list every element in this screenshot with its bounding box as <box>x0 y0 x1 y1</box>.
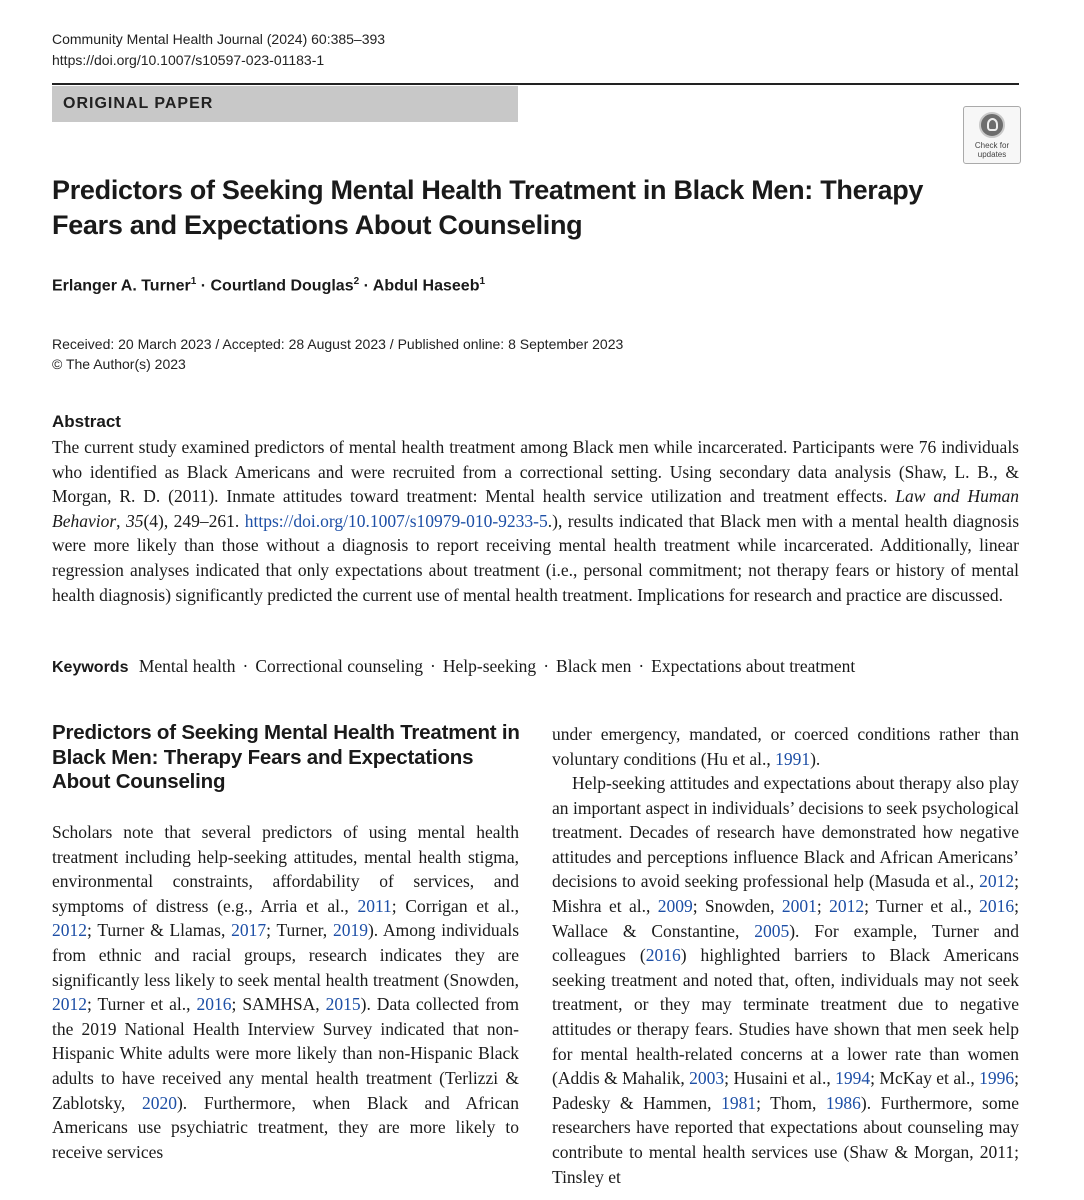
abstract-doi-link[interactable]: https://doi.org/10.1007/s10979-010-9233-5 <box>244 510 548 531</box>
citation-year-link[interactable]: 2012 <box>979 871 1015 892</box>
citation-year-link[interactable]: 1991 <box>775 748 811 769</box>
copyright-notice: © The Author(s) 2023 <box>52 356 186 372</box>
check-updates-line1: Check for <box>974 141 1010 150</box>
citation-year-link[interactable]: 2019 <box>332 920 368 941</box>
citation-year-link[interactable]: 2012 <box>52 920 87 941</box>
abstract-journal-name: Law and Human Behavior <box>52 486 1019 531</box>
body-right-column-top <box>552 722 1019 771</box>
keywords-line <box>52 654 1019 680</box>
body-text: ; Corrigan et al., <box>391 895 519 916</box>
keywords-label: Keywords <box>52 659 129 676</box>
author-separator: · <box>359 277 373 295</box>
citation-year-link[interactable]: 2001 <box>781 895 817 916</box>
abstract-volume: 35 <box>125 510 144 531</box>
article-doi[interactable]: https://doi.org/10.1007/s10597-023-01183-1 <box>52 52 325 68</box>
keyword: Expectations about treatment <box>651 656 856 676</box>
keyword-separator: · <box>638 656 645 676</box>
author-separator: · <box>196 277 211 295</box>
citation-year-link[interactable]: 2020 <box>141 1092 177 1113</box>
author-name[interactable]: Erlanger A. Turner <box>52 277 191 295</box>
citation-year-link[interactable]: 2011 <box>357 895 392 916</box>
abstract-heading: Abstract <box>52 412 121 431</box>
keyword: Black men <box>556 656 632 676</box>
check-for-updates-badge[interactable] <box>963 106 1021 164</box>
keyword: Mental health <box>138 656 236 676</box>
keyword-separator: · <box>430 656 436 676</box>
citation-year-link[interactable]: 2015 <box>325 994 361 1015</box>
keyword: Help-seeking <box>442 656 537 676</box>
citation-year-link[interactable]: 1996 <box>979 1068 1015 1089</box>
author-affiliation: 1 <box>190 276 197 287</box>
citation-year-link[interactable]: 2003 <box>689 1068 725 1089</box>
header-rule <box>52 83 1019 85</box>
author-affiliation: 2 <box>353 276 360 287</box>
citation-year-link[interactable]: 2005 <box>754 920 790 941</box>
body-text: Help-seeking attitudes and expectations about therapy also play an important aspect in individuals’ decisions to seek psychological treatment. Decades of research have demonstrated how negative attitudes and perceptions influence Black and African Americans’ decisions to avoid seeking professional help (Masuda et al., <box>552 773 1019 892</box>
citation-year-link[interactable]: 2016 <box>979 895 1015 916</box>
abstract-text <box>52 435 1019 607</box>
body-text: ; Husaini et al., <box>724 1068 836 1089</box>
paper-title: Predictors of Seeking Mental Health Treatment in Black Men: Therapy Fears and Expectations About Counseling <box>52 175 924 240</box>
body-text: ). Data collected from the 2019 National Health Interview Survey indicated that non-Hispanic White adults were more likely than non-Hispanic Black adults to have received any mental health treatment (Terlizzi & Zablotsky, <box>52 994 519 1113</box>
body-right-column-paragraph <box>552 771 1019 1189</box>
journal-citation: Community Mental Health Journal (2024) 60:385–393 <box>52 31 386 47</box>
section-heading: Predictors of Seeking Mental Health Treatment in Black Men: Therapy Fears and Expectations About Counseling <box>52 721 520 793</box>
citation-year-link[interactable]: 2012 <box>52 994 87 1015</box>
body-text: under emergency, mandated, or coerced conditions rather than voluntary conditions (Hu et al., <box>552 724 1019 769</box>
body-text: ). Furthermore, some researchers have reported that expectations about counseling may contribute to mental health services use (Shaw & Morgan, 2011; Tinsley et <box>552 1092 1019 1187</box>
body-text: ; Turner et al., <box>864 895 980 916</box>
abstract-part: .), results indicated that Black men with a mental health diagnosis were more likely than those without a diagnosis to report receiving mental health treatment while incarcerated. Additionally, linear regression analyses indicated that only expectations about treatment (i.e., personal commitment; not therapy fears or history of mental health diagnosis) significantly predicted the current use of mental health treatment. Implications for research and practice are discussed. <box>52 510 1020 605</box>
body-text: ; Mishra et al., <box>552 871 1019 916</box>
body-text: ; McKay et al., <box>870 1068 980 1089</box>
body-text: ; Turner et al., <box>87 994 197 1015</box>
citation-year-link[interactable]: 2016 <box>196 994 232 1015</box>
citation-year-link[interactable]: 2017 <box>231 920 267 941</box>
author-affiliation: 1 <box>479 276 486 287</box>
author-list <box>52 276 485 295</box>
citation-year-link[interactable]: 2016 <box>645 945 681 966</box>
body-text: Scholars note that several predictors of using mental health treatment including help-seeking attitudes, mental health stigma, environmental constraints, affordability of services, and symptoms of distress (e.g., Arria et al., <box>52 822 519 916</box>
body-text: ). For example, Turner and colleagues ( <box>552 920 1019 966</box>
body-left-column <box>52 820 519 1164</box>
body-text: ; Turner, <box>266 920 333 941</box>
check-updates-line2: updates <box>977 150 1007 159</box>
body-text: ; Turner & Llamas, <box>87 920 232 941</box>
body-text: ; Snowden, <box>692 895 782 916</box>
body-text: ; Wallace & Constantine, <box>552 895 1019 941</box>
citation-year-link[interactable]: 1986 <box>825 1092 861 1113</box>
abstract-part: , <box>116 510 126 531</box>
citation-year-link[interactable]: 1981 <box>721 1092 757 1113</box>
author-name[interactable]: Courtland Douglas <box>210 277 354 295</box>
keyword-separator: · <box>242 656 249 676</box>
publication-dates: Received: 20 March 2023 / Accepted: 28 August 2023 / Published online: 8 September 2023 <box>52 336 624 352</box>
body-text: ; <box>816 895 830 916</box>
body-text: ; Padesky & Hammen, <box>552 1068 1019 1113</box>
citation-year-link[interactable]: 2012 <box>829 895 865 916</box>
paper-type-label: ORIGINAL PAPER <box>63 95 214 112</box>
body-text: ; SAMHSA, <box>231 994 326 1015</box>
body-text: ) highlighted barriers to Black Americans seeking treatment and noted that, often, individuals may not seek treatment, or they may terminate treatment due to negative attitudes or therapy fears. Studies have shown that men seek help for mental health-related concerns at a lower rate than women (Addis & Mahalik, <box>552 945 1019 1089</box>
paper-type-band <box>52 86 518 122</box>
body-text: ). Among individuals from ethnic and racial groups, research indicates they are significantly less likely to seek mental health treatment (Snowden, <box>52 920 520 990</box>
body-text: ; Thom, <box>756 1092 826 1113</box>
citation-year-link[interactable]: 2009 <box>657 895 693 916</box>
keyword-separator: · <box>543 656 550 676</box>
citation-year-link[interactable]: 1994 <box>835 1068 871 1089</box>
keyword: Correctional counseling <box>255 656 424 676</box>
abstract-part: The current study examined predictors of mental health treatment among Black men while incarcerated. Participants were 76 individuals who identified as Black Americans and were recruited from a correctional setting. Using secondary data analysis (Shaw, L. B., & Morgan, R. D. (2011). Inmate attitudes toward treatment: Mental health service utilization and treatment effects. <box>52 437 1019 507</box>
abstract-part: (4), 249–261. <box>143 510 245 531</box>
body-text: ). <box>810 748 821 769</box>
author-name[interactable]: Abdul Haseeb <box>372 277 480 295</box>
check-updates-icon <box>979 112 1005 138</box>
body-text: ). Furthermore, when Black and African Americans use psychiatric treatment, they are more likely to receive services <box>52 1092 519 1162</box>
